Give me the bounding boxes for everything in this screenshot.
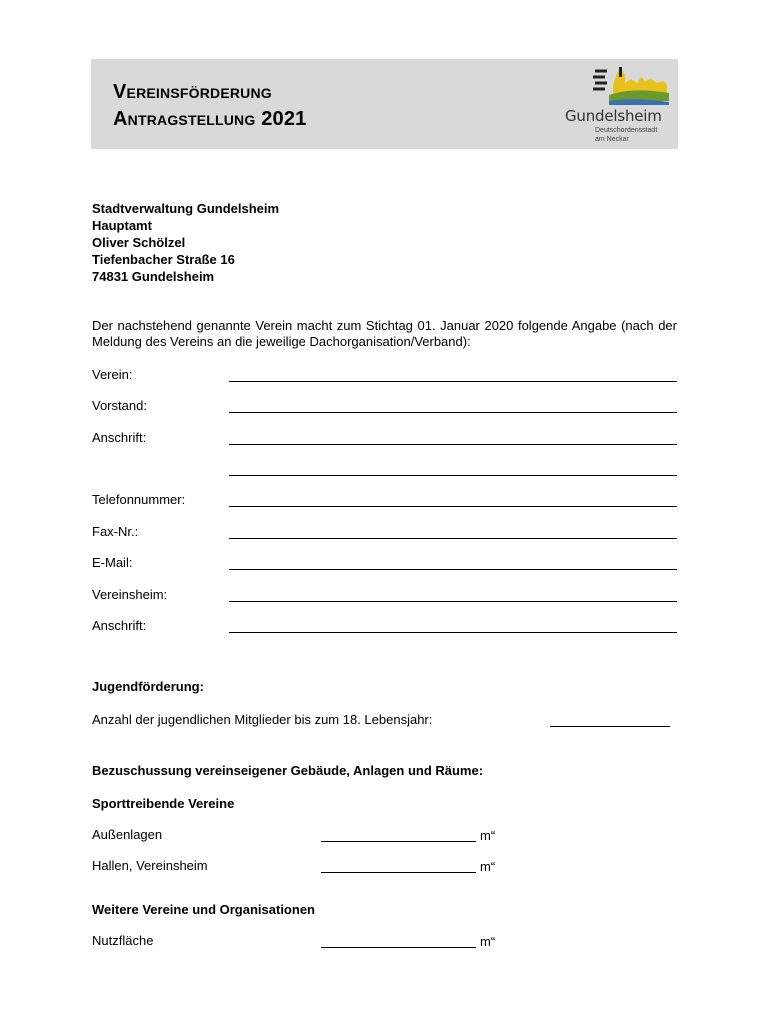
usable-area-input-line[interactable]	[321, 947, 476, 948]
halls-label: Hallen, Vereinsheim	[92, 858, 208, 873]
anschrift-input-line[interactable]	[229, 444, 677, 445]
header-banner	[91, 59, 678, 149]
anschrift-input-line-2[interactable]	[229, 475, 677, 476]
address-line: Tiefenbacher Straße 16	[92, 252, 235, 267]
field-anschrift-continued	[92, 459, 677, 479]
telefon-input-line[interactable]	[229, 506, 677, 507]
field-label: Verein:	[92, 367, 133, 382]
field-vorstand	[92, 396, 677, 416]
other-heading: Weitere Vereine und Organisationen	[92, 902, 315, 917]
logo-subtitle-line-1: Deutschordensstadt	[595, 127, 658, 134]
field-label: Anschrift:	[92, 618, 147, 633]
youth-count-input-line[interactable]	[550, 726, 670, 727]
field-verein	[92, 365, 677, 385]
anschrift2-input-line[interactable]	[229, 632, 677, 633]
title-line-1: Vereinsförderung	[113, 81, 272, 103]
address-line: Hauptamt	[92, 218, 152, 233]
address-line: Oliver Schölzel	[92, 235, 186, 250]
logo-subtitle-line-2: am Neckar	[595, 136, 629, 143]
logo-name: Gundelsheim	[565, 107, 662, 125]
field-fax	[92, 522, 677, 542]
field-anschrift-2	[92, 616, 677, 636]
verein-input-line[interactable]	[229, 381, 677, 382]
field-label: Vorstand:	[92, 398, 147, 413]
outdoor-label: Außenlagen	[92, 827, 163, 842]
usable-area-label: Nutzfläche	[92, 933, 154, 948]
title-line-2: Antragstellung 2021	[113, 108, 307, 130]
youth-question: Anzahl der jugendlichen Mitglieder bis zum 18. Lebensjahr:	[92, 712, 433, 727]
unit-label: m“	[480, 934, 496, 949]
vereinsheim-input-line[interactable]	[229, 601, 677, 602]
outdoor-area-input-line[interactable]	[321, 841, 476, 842]
email-input-line[interactable]	[229, 569, 677, 570]
field-label: E-Mail:	[92, 555, 133, 570]
field-label: Anschrift:	[92, 430, 147, 445]
sports-heading: Sporttreibende Vereine	[92, 796, 235, 811]
logo-subtitle	[595, 126, 657, 144]
field-label: Fax-Nr.:	[92, 524, 139, 539]
field-label: Telefonnummer:	[92, 492, 186, 507]
field-label: Vereinsheim:	[92, 587, 168, 602]
field-email	[92, 553, 677, 573]
document-title	[113, 79, 307, 133]
intro-paragraph: Der nachstehend genannte Verein macht zum Stichtag 01. Januar 2020 folgende Angabe (nach der Meldung des Vereins an die jeweilige Dachorganisation/Verband):	[92, 318, 677, 349]
address-line: Stadtverwaltung Gundelsheim	[92, 201, 280, 216]
field-anschrift	[92, 428, 677, 448]
address-line: 74831 Gundelsheim	[92, 269, 215, 284]
field-telefon	[92, 490, 677, 510]
unit-label: m“	[480, 828, 496, 843]
field-vereinsheim	[92, 585, 677, 605]
youth-heading: Jugendförderung:	[92, 679, 204, 694]
subsidy-heading: Bezuschussung vereinseigener Gebäude, Anlagen und Räume:	[92, 763, 484, 778]
town-logo	[563, 65, 675, 145]
fax-input-line[interactable]	[229, 538, 677, 539]
halls-area-input-line[interactable]	[321, 872, 476, 873]
recipient-address	[92, 200, 279, 285]
unit-label: m“	[480, 859, 496, 874]
town-logo-icon	[591, 65, 671, 107]
vorstand-input-line[interactable]	[229, 412, 677, 413]
